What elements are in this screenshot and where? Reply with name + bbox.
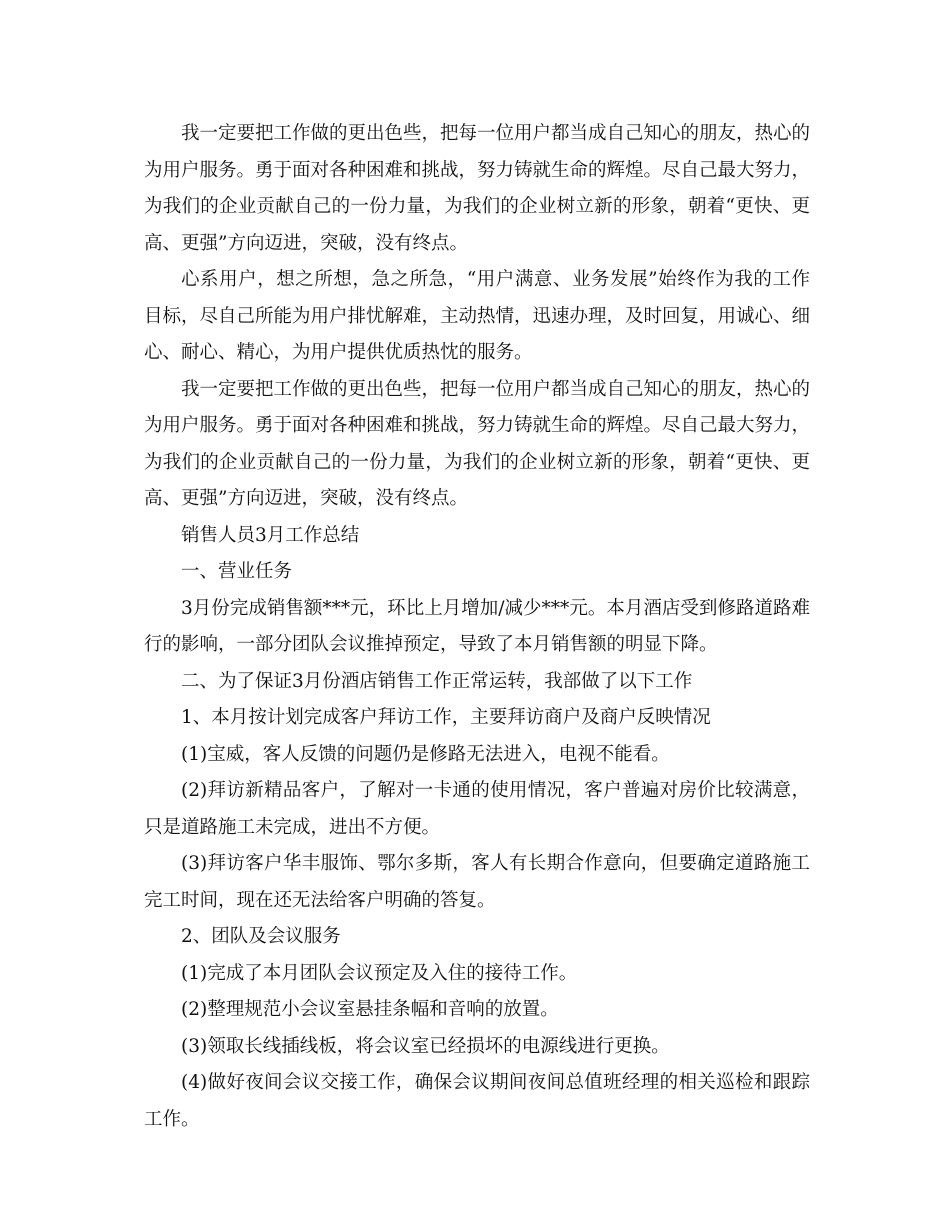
list-item-visit-1: (1)宝威，客人反馈的问题仍是修路无法进入，电视不能看。 <box>181 743 670 765</box>
section-title: 销售人员3月工作总结 <box>181 524 360 546</box>
heading-business-task: 一、营业任务 <box>181 561 293 582</box>
document-body <box>144 116 810 1138</box>
heading-work-done: 二、为了保证3月份酒店销售工作正常运转，我部做了以下工作 <box>181 670 693 692</box>
list-item-meeting-4: (4)做好夜间会议交接工作，确保会议期间夜间总值班经理的相关巡检和跟踪工作。 <box>144 1072 810 1130</box>
list-item-visit-2: (2)拜访新精品客户，了解对一卡通的使用情况，客户普遍对房价比较满意，只是道路施工未完成，进出不方便。 <box>144 780 810 838</box>
paragraph-3: 我一定要把工作做的更出色些，把每一位用户都当成自己知心的朋友，热心的为用户服务。勇于面对各种困难和挑战，努力铸就生命的辉煌。尽自己最大努力，为我们的企业贡献自己的一份力量，为我们的企业树立新的形象，朝着“更快、更高、更强”方向迈进，突破，没有终点。 <box>144 378 811 509</box>
list-item-meeting-1: (1)完成了本月团队会议预定及入住的接待工作。 <box>181 962 578 984</box>
list-item-visit-3: (3)拜访客户华丰服饰、鄂尔多斯，客人有长期合作意向，但要确定道路施工完工时间，现在还无法给客户明确的答复。 <box>144 853 810 911</box>
paragraph-sales-result: 3月份完成销售额***元，环比上月增加/减少***元。本月酒店受到修路道路难行的影响，一部分团队会议推掉预定，导致了本月销售额的明显下降。 <box>144 597 810 655</box>
subheading-team-meetings: 2、团队及会议服务 <box>181 926 341 947</box>
subheading-client-visits: 1、本月按计划完成客户拜访工作，主要拜访商户及商户反映情况 <box>181 707 711 728</box>
paragraph-1: 我一定要把工作做的更出色些，把每一位用户都当成自己知心的朋友，热心的为用户服务。勇于面对各种困难和挑战，努力铸就生命的辉煌。尽自己最大努力，为我们的企业贡献自己的一份力量，为我们的企业树立新的形象，朝着“更快、更高、更强”方向迈进，突破，没有终点。 <box>144 123 811 254</box>
list-item-meeting-2: (2)整理规范小会议室悬挂条幅和音响的放置。 <box>181 999 559 1020</box>
paragraph-2: 心系用户，想之所想，急之所急，“用户满意、业务发展”始终作为我的工作目标，尽自己所能为用户排忧解难，主动热情，迅速办理，及时回复，用诚心、细心、耐心、精心，为用户提供优质热忱的服务。 <box>144 269 811 363</box>
list-item-meeting-3: (3)领取长线插线板，将会议室已经损坏的电源线进行更换。 <box>181 1035 670 1057</box>
